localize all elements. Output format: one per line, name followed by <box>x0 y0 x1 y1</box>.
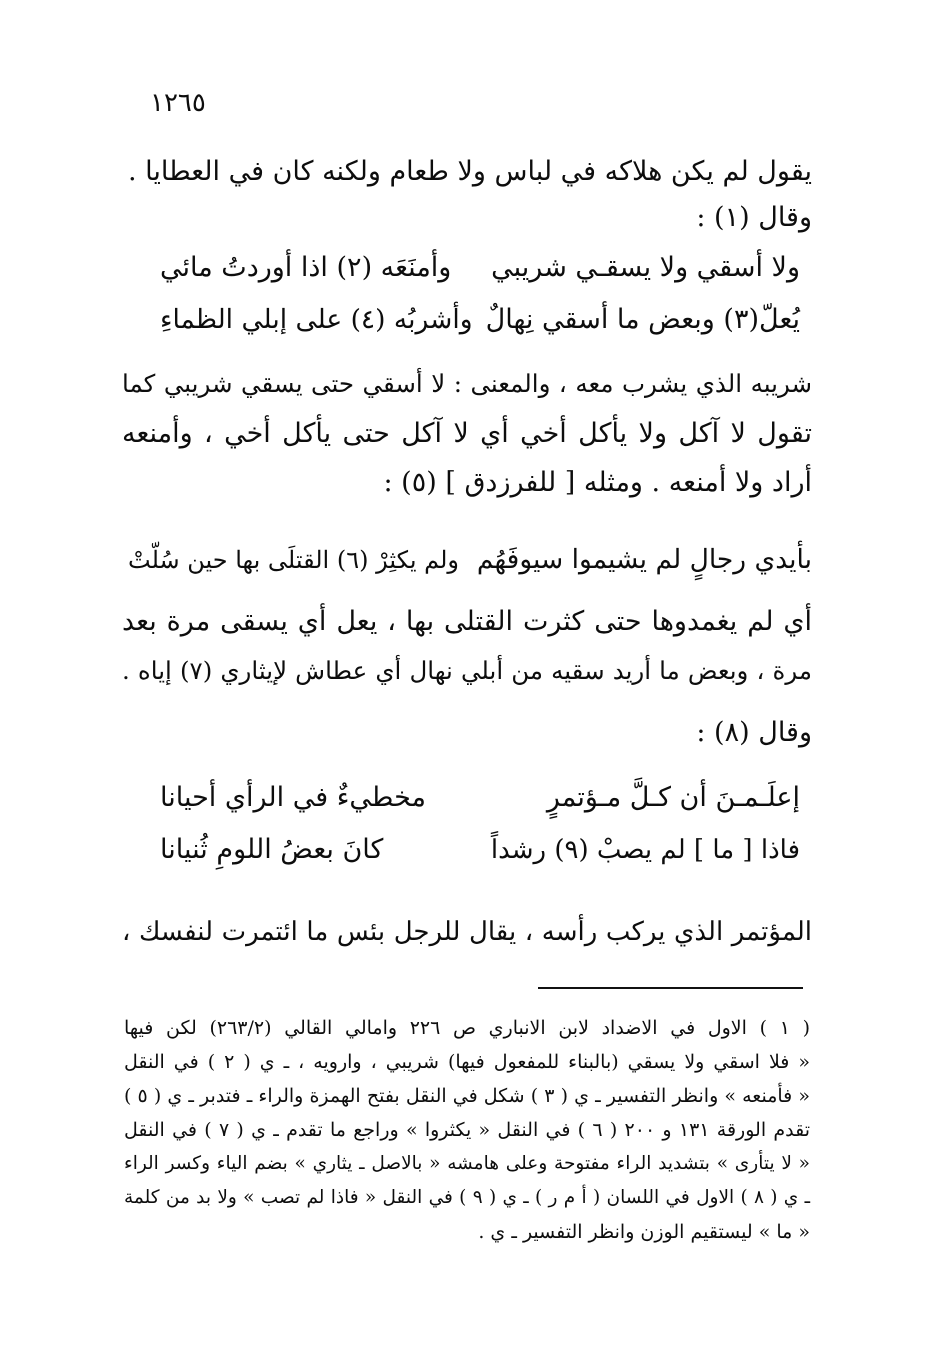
verse-hemistich-right: فاذا [ ما ] لم يصبْ (٩) رشداً <box>490 835 800 865</box>
verse-hemistich-left: وأمنَعَه (٢) اذا أوردتُ مائي <box>160 252 452 283</box>
verse-hemistich-left: مخطيءٌ في الرأي أحيانا <box>160 782 426 813</box>
footnote-line: تقدم الورقة ١٣١ و ٢٠٠ ( ٦ ) في النقل « يكثروا » وراجع ما تقدم ـ ي ( ٧ ) في النقل <box>124 1119 811 1141</box>
paragraph-line: أراد ولا أمنعه . ومثله [ للفرزدق ] (٥) : <box>383 467 812 498</box>
paragraph-line: المؤتمر الذي يركب رأسه ، يقال للرجل بئس ما ائتمرت لنفسك ، <box>122 917 812 947</box>
verse-line <box>160 300 800 340</box>
verse-line <box>160 830 800 870</box>
paragraph-line: وقال (١) : <box>696 202 812 233</box>
paragraph-line: يقول لم يكن هلاكه في لباس ولا طعام ولكنه كان في العطايا . <box>127 156 812 187</box>
footnote-line: « فأمنعه » وانظر التفسير ـ ي ( ٣ ) شكل في النقل بفتح الهمزة والراء ـ فتدبر ـ ي ( ٥ ) <box>124 1085 810 1107</box>
verse-hemistich-left: كانَ بعضُ اللومِ ثُنيانا <box>160 834 384 865</box>
footnote-separator <box>538 987 803 989</box>
footnote-line: ( ١ ) الاول في الاضداد لابن الانباري ص ٢٢٦ وامالي القالي (٢٦٣/٢) لكن فيها <box>124 1017 811 1039</box>
footnote-line: ـ ي ( ٨ ) الاول في اللسان ( أ م ر ) ـ ي ( ٩ ) في النقل « فاذا لم تصب » ولا بد من كلمة <box>124 1187 811 1208</box>
verse-line <box>128 540 812 580</box>
footnote-line: « فلا اسقي ولا يسقي (بالبناء للمفعول فيها) شريبي ، وارويه ، ـ ي ( ٢ ) في النقل <box>124 1051 810 1073</box>
paragraph-line: مرة ، وبعض ما أريد سقيه من أبلي نهال أي عطاش لإيثاري (٧) إياه . <box>122 656 812 685</box>
verse-hemistich-left: وأشربُه (٤) على إبلي الظماءِ <box>160 304 473 335</box>
verse-line <box>160 778 800 818</box>
verse-hemistich-right: ولا أسقي ولا يسقـي شريبي <box>491 252 800 283</box>
paragraph-line: شريبه الذي يشرب معه ، والمعنى : لا أسقي حتى يسقي شريبي كما <box>122 369 812 398</box>
paragraph-line: وقال (٨) : <box>696 717 812 748</box>
verse-line <box>160 248 800 288</box>
verse-hemistich-left: ولم يكثِرْ (٦) القتلَى بها حين سُلّتْ <box>128 546 460 574</box>
footnote-line: « ما » ليستقيم الوزن وانظر التفسير ـ ي . <box>478 1221 810 1243</box>
paragraph-line: تقول لا آكل ولا يأكل أخي أي لا آكل حتى يأكل أخي ، وأمنعه <box>122 418 812 449</box>
verse-hemistich-right: بأيدي رجالٍ لم يشيموا سيوفَهُم <box>476 544 812 575</box>
footnote-line: « لا يتأرى » بتشديد الراء مفتوحة وعلى هامشه « بالاصل ـ يثاري » بضم الياء وكسر الراء <box>124 1153 810 1174</box>
paragraph-line: أي لم يغمدوها حتى كثرت القتلى بها ، يعل أي يسقى مرة بعد <box>122 606 812 637</box>
verse-hemistich-right: إعلَـمـنَ أن كـلَّ مـؤتمرٍ <box>546 782 800 813</box>
page-number: ١٢٦٥ <box>150 88 206 118</box>
verse-hemistich-right: يُعلّ(٣) وبعض ما أسقي نِهالٌ <box>485 304 800 335</box>
